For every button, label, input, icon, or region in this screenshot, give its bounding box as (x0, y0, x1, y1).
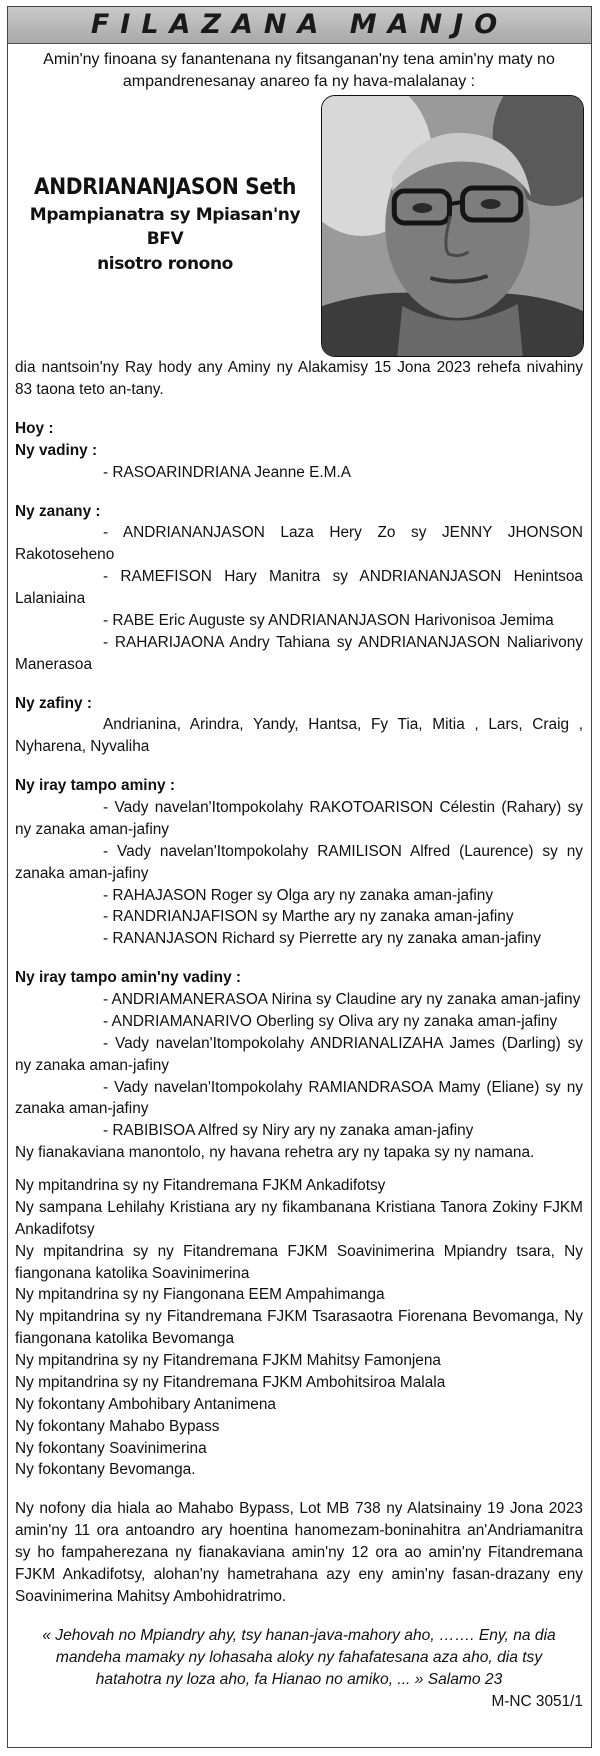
sibling-item: - Vady navelan'Itompokolahy RAKOTOARISON Célestin (Rahary) sy ny zanaka aman-jafiny (15, 799, 583, 838)
grandchildren-list: Andrianina, Arindra, Yandy, Hantsa, Fy Tia, Mitia , Lars, Craig , Nyharena, Nyvaliha (15, 716, 583, 756)
header-banner (8, 7, 591, 44)
scripture-verse: « Jehovah no Mpiandry ahy, tsy hanan-java-mahory aho, ……. Eny, na dia mandeha mamaky ny lohasaha aloky ny fahafatesana aza aho, dia tsy hatahotra ny loza aho, fa Hianao no amiko, ... » Salamo 23 (42, 1626, 556, 1688)
family-line: Ny fianakaviana manontolo, ny havana rehetra ary ny tapaka sy ny namana. (15, 1144, 535, 1162)
child-item: - RABE Eric Auguste sy ANDRIANANJASON Harivonisoa Jemima (103, 611, 554, 629)
deceased-role: Mpampianatra sy Mpiasan'ny BFV (29, 204, 301, 250)
spouse-sibling-item: - Vady navelan'Itompokolahy ANDRIANALIZAHA James (Darling) sy ny zanaka aman-jafiny (15, 1034, 583, 1074)
header-title: FILAZANA MANJO (90, 9, 509, 40)
sibling-item: - RAHAJASON Roger sy Olga ary ny zanaka aman-jafiny (103, 886, 494, 904)
church-item: Ny mpitandrina sy ny Fitandremana FJKM Ambohitsiroa Malala (15, 1373, 446, 1391)
church-item: Ny mpitandrina sy ny Fitandremana FJKM Mahitsy Famonjena (15, 1352, 441, 1370)
church-item: Ny mpitandrina sy ny Fitandremana FJKM Ankadifotsy (15, 1177, 386, 1195)
spouse-heading: Ny vadiny : (15, 441, 98, 459)
death-notice: dia nantsoin'ny Ray hody any Aminy ny Alakamisy 15 Jona 2023 rehefa nivahiny 83 taona teto an-tany. (15, 359, 583, 399)
spouse-sibling-item: - ANDRIAMANERASOA Nirina sy Claudine ary ny zanaka aman-jafiny (103, 991, 581, 1009)
portrait-photo-icon (321, 95, 584, 357)
deceased-name: ANDRIANANJASON Seth (33, 175, 297, 201)
church-item: Ny fokontany Ambohibary Antanimena (15, 1395, 276, 1413)
church-item: Ny sampana Lehilahy Kristiana ary ny fikambanana Kristiana Tanora Zokiny FJKM Ankadifotsy (15, 1198, 583, 1238)
church-item: Ny fokontany Soavinimerina (15, 1439, 207, 1457)
child-item: - ANDRIANANJASON Laza Hery Zo sy JENNY JHONSON Rakotoseheno (15, 524, 583, 564)
ad-reference: M-NC 3051/1 (491, 1693, 583, 1711)
spouse-siblings-heading: Ny iray tampo amin'ny vadiny : (15, 969, 242, 987)
church-item: Ny fokontany Bevomanga. (15, 1461, 196, 1479)
deceased-section (15, 95, 583, 357)
church-item: Ny mpitandrina sy ny Fitandremana FJKM Tsarasaotra Fiorenana Bevomanga, Ny fiangonana katolika Bevomanga (15, 1308, 583, 1348)
deceased-status: nisotro ronono (97, 254, 233, 275)
grandchildren-heading: Ny zafiny : (15, 694, 92, 712)
children-heading: Ny zanany : (15, 502, 101, 520)
intro-text: Amin'ny finoana sy fanantenana ny fitsanganan'ny tena amin'ny maty no ampandrenesanay anareo fa ny hava-malalanay : (43, 51, 555, 91)
funeral-details: Ny nofony dia hiala ao Mahabo Bypass, Lot MB 738 ny Alatsinainy 19 Jona 2023 amin'ny 11 ora antoandro ary hoentina hanomezam-boninahitra an'Andriamanitra sy ho fampaherezana ny fianakaviana amin'ny 12 ora ao amin'ny Fitandremana FJKM Ankadifotsy, alohan'ny hametrahana azy eny amin'ny fasan-drazany eny Soavinimerina Mahitsy Ambohidratrimo. (15, 1500, 583, 1605)
sibling-item: - RANANJASON Richard sy Pierrette ary ny zanaka aman-jafiny (103, 930, 541, 948)
child-item: - RAHARIJAONA Andry Tahiana sy ANDRIANANJASON Naliarivony Manerasoa (15, 633, 583, 673)
obituary-body (8, 49, 591, 1713)
sibling-item: - RANDRIANJAFISON sy Marthe ary ny zanaka aman-jafiny (103, 908, 514, 926)
deceased-name-block (15, 173, 315, 277)
church-item: Ny mpitandrina sy ny Fitandremana FJKM Soavinimerina Mpiandry tsara, Ny fiangonana katolika Soavinimerina (15, 1242, 583, 1282)
from-label: Hoy : (15, 419, 54, 437)
spouse-sibling-item: - ANDRIAMANARIVO Oberling sy Oliva ary ny zanaka aman-jafiny (103, 1012, 558, 1030)
spouse-sibling-item: - RABIBISOA Alfred sy Niry ary ny zanaka aman-jafiny (103, 1122, 474, 1140)
sibling-item: - Vady navelan'Itompokolahy RAMILISON Alfred (Laurence) sy ny zanaka aman-jafiny (15, 842, 583, 882)
obituary-frame (7, 6, 592, 1748)
spouse-sibling-item: - Vady navelan'Itompokolahy RAMIANDRASOA Mamy (Eliane) sy ny zanaka aman-jafiny (15, 1078, 583, 1118)
siblings-heading: Ny iray tampo aminy : (15, 777, 175, 795)
church-item: Ny fokontany Mahabo Bypass (15, 1417, 220, 1435)
church-item: Ny mpitandrina sy ny Fiangonana EEM Ampahimanga (15, 1286, 385, 1304)
spouse-item: - RASOARINDRIANA Jeanne E.M.A (103, 463, 352, 481)
child-item: - RAMEFISON Hary Manitra sy ANDRIANANJASON Henintsoa Lalaniaina (15, 568, 583, 608)
